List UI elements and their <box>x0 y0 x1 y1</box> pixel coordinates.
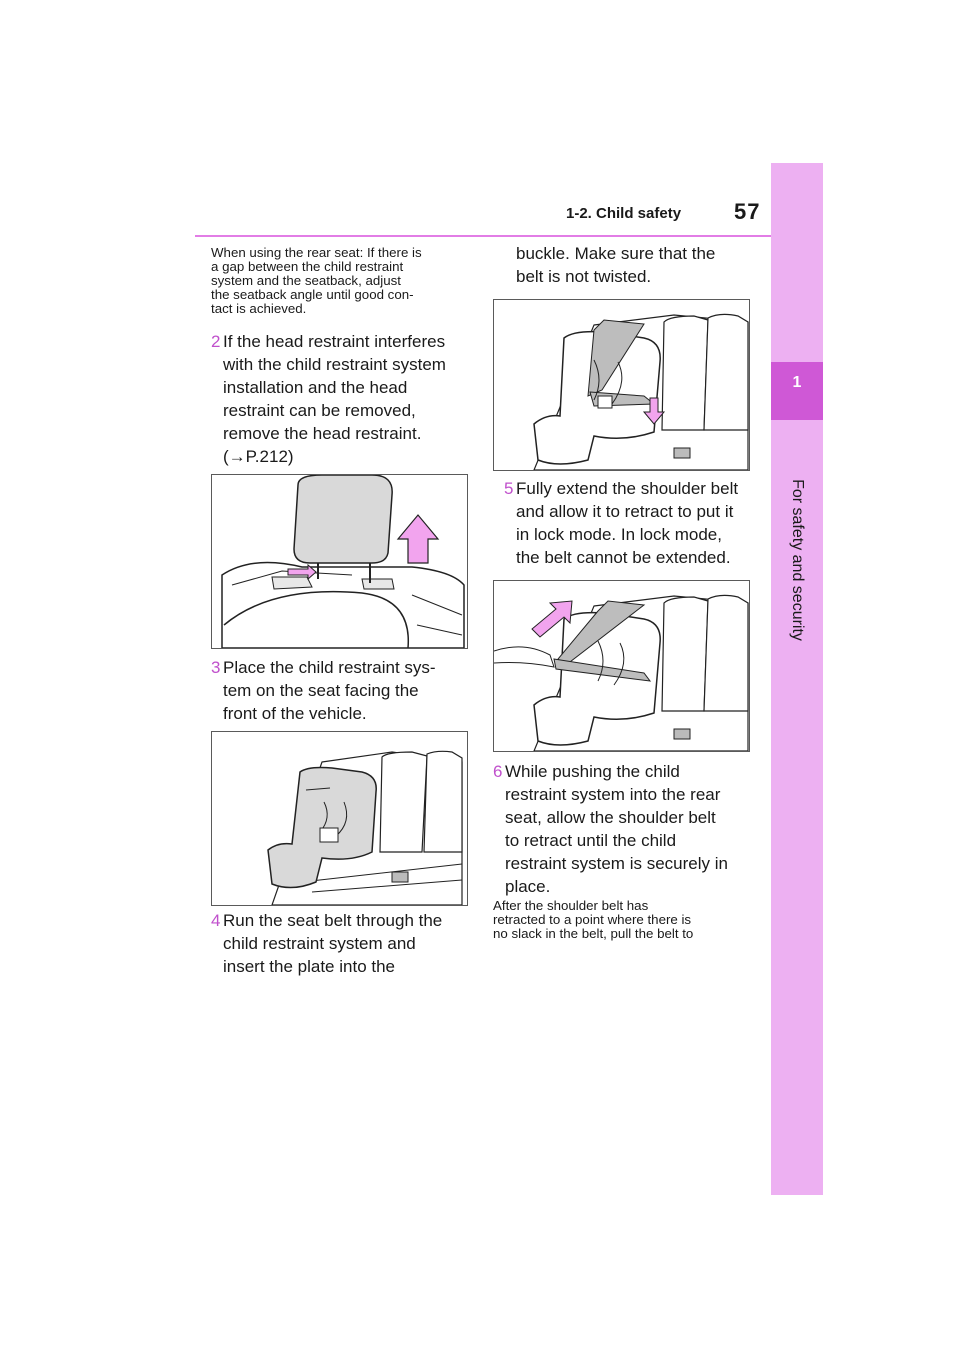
seat-placement-illustration <box>211 731 468 906</box>
header-divider <box>195 235 771 237</box>
step-number: 2 <box>211 332 221 351</box>
note-line: retracted to a point where there is <box>493 912 692 927</box>
note-line: tact is achieved. <box>211 301 307 316</box>
step-text: restraint can be removed, <box>223 401 416 420</box>
belt-extension-drawing <box>494 581 749 751</box>
step-text: belt is not twisted. <box>516 267 652 286</box>
section-title: 1-2. Child safety <box>566 205 682 222</box>
step-text: Fully extend the shoulder belt <box>516 479 739 498</box>
note-line: a gap between the child restraint <box>211 259 404 274</box>
step-2 <box>211 330 473 468</box>
step-text: Run the seat belt through the <box>223 911 443 930</box>
step-text: with the child restraint system <box>223 355 446 374</box>
note-line: the seatback angle until good con- <box>211 287 414 302</box>
belt-routing-drawing <box>494 300 749 470</box>
note-line: When using the rear seat: If there is <box>211 245 422 260</box>
note-line: no slack in the belt, pull the belt to <box>493 926 694 941</box>
chapter-number: 1 <box>792 374 802 391</box>
rear-seat-note <box>211 246 422 316</box>
step-text: Place the child restraint sys- <box>223 658 436 677</box>
step-text: remove the head restraint. <box>223 424 422 443</box>
shoulder-belt-note <box>493 899 693 941</box>
step-5 <box>504 477 766 569</box>
step-number: 6 <box>493 762 503 781</box>
child-seat-drawing <box>212 732 467 905</box>
belt-routing-illustration <box>493 299 750 471</box>
step-text: in lock mode. In lock mode, <box>516 525 722 544</box>
step-text: to retract until the child <box>505 831 677 850</box>
note-line: system and the seatback, adjust <box>211 273 401 288</box>
step-text: insert the plate into the <box>223 957 396 976</box>
chapter-side-tab <box>771 163 823 1195</box>
step-text: and allow it to retract to put it <box>516 502 734 521</box>
step-text: child restraint system and <box>223 934 416 953</box>
step-text: buckle. Make sure that the <box>516 244 716 263</box>
step-text: the belt cannot be extended. <box>516 548 731 567</box>
step-number: 5 <box>504 479 514 498</box>
step-4 <box>211 909 473 978</box>
step-3 <box>211 656 473 725</box>
step-text: place. <box>505 877 551 896</box>
step-4-continued <box>504 242 766 288</box>
step-text: While pushing the child <box>505 762 680 781</box>
page-number: 57 <box>734 199 761 224</box>
belt-extension-illustration <box>493 580 750 752</box>
step-6 <box>493 760 755 898</box>
step-text: installation and the head <box>223 378 408 397</box>
step-text: restraint system into the rear <box>505 785 721 804</box>
step-text: seat, allow the shoulder belt <box>505 808 716 827</box>
step-text: front of the vehicle. <box>223 704 367 723</box>
step-text: restraint system is securely in <box>505 854 728 873</box>
note-line: After the shoulder belt has <box>493 898 649 913</box>
chapter-title: For safety and security <box>789 479 806 641</box>
step-number: 3 <box>211 658 221 677</box>
head-restraint-illustration <box>211 474 468 649</box>
step-number: 4 <box>211 911 221 930</box>
head-restraint-drawing <box>212 475 467 648</box>
step-text: If the head restraint interferes <box>223 332 446 351</box>
page-reference-link[interactable]: (→P.212) <box>223 447 294 466</box>
step-text: tem on the seat facing the <box>223 681 419 700</box>
